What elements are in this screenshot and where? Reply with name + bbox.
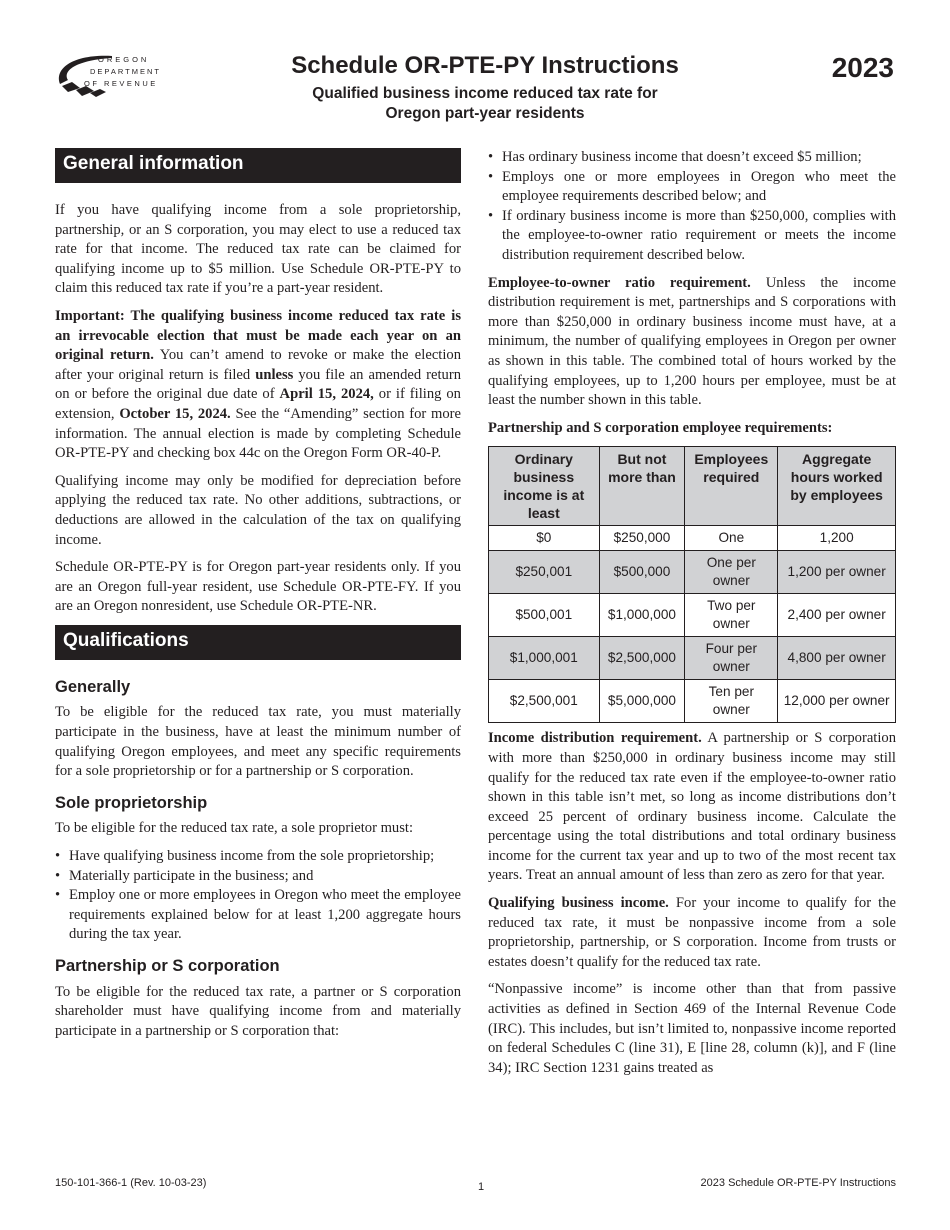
employee-requirements-table xyxy=(488,446,896,723)
table-cell: $2,500,000 xyxy=(599,637,685,680)
section-heading: General information xyxy=(55,148,461,183)
table-cell: 1,200 xyxy=(778,526,896,551)
paragraph xyxy=(488,419,896,439)
table-cell: 1,200 per owner xyxy=(778,551,896,594)
right-column xyxy=(488,148,896,1086)
table-cell: 12,000 per owner xyxy=(778,680,896,723)
text-run: or if filing on extension, xyxy=(55,386,461,422)
paragraph xyxy=(55,201,461,299)
list-item: • Employs one or more employees in Oregon who meet the employee requirements described below; and xyxy=(488,168,896,207)
logo-text-line: DEPARTMENT xyxy=(90,67,161,76)
bold-lead-in: unless xyxy=(255,366,294,383)
table-cell: $250,000 xyxy=(599,526,685,551)
text-run: you file an amended return on or before the original due date of xyxy=(55,366,461,403)
table-cell: $1,000,001 xyxy=(489,637,600,680)
table-cell: $250,001 xyxy=(489,551,600,594)
table-cell: $1,000,000 xyxy=(599,594,685,637)
paragraph xyxy=(55,307,461,464)
table-cell: 4,800 per owner xyxy=(778,637,896,680)
table-cell: $500,000 xyxy=(599,551,685,594)
subsection-heading: Sole proprietorship xyxy=(55,793,208,812)
text-run: A partnership or S corporation with more than $250,000 in ordinary business income may still qualify for the reduced tax rate even if the employee-to-owner ratio shown in this table isn’t met, so long as income distributions don’t exceed 25 percent of ordinary business income. Calculate the percentage using the total distributions and total ordinary business income for the current tax year and up to two of the most recent tax years. Treat an annual amount of less than zero as zero for that year. xyxy=(488,730,896,884)
text-run: Schedule OR-PTE-PY is for Oregon part-year residents only. If you are an Oregon full-year resident, use Schedule OR-PTE-FY. If you are an Oregon nonresident, use Schedule OR-PTE-NR. xyxy=(55,559,461,615)
table-cell: $500,001 xyxy=(489,594,600,637)
text-run: You can’t amend to revoke or make the election after your original return is filed xyxy=(55,347,461,383)
subsection-heading: Generally xyxy=(55,677,131,696)
left-column xyxy=(55,148,461,1049)
column-header: Employees required xyxy=(685,447,778,526)
list-item: • If ordinary business income is more than $250,000, complies with the employee-to-owner ratio requirement or meets the income distribution requirement described below. xyxy=(488,207,896,266)
table-row xyxy=(489,526,896,551)
table-row xyxy=(489,680,896,723)
table-cell: 2,400 per owner xyxy=(778,594,896,637)
text-run: For your income to qualify for the reduced tax rate, it must be nonpassive income from a sole proprietorship, partnership, or S corporation. Income from trusts or estates doesn’t qualify for the reduced tax rate. xyxy=(488,895,896,970)
bold-lead-in: Employee-to-owner ratio requirement. xyxy=(488,274,751,291)
bullet-list xyxy=(488,148,896,266)
form-number: 150-101-366-1 (Rev. 10-03-23) xyxy=(55,1177,207,1189)
paragraph xyxy=(488,729,896,886)
logo-text-line: OF REVENUE xyxy=(84,79,158,88)
table-row xyxy=(489,594,896,637)
table-cell: $0 xyxy=(489,526,600,551)
table-cell: $2,500,001 xyxy=(489,680,600,723)
bold-lead-in: Income distribution requirement. xyxy=(488,730,702,747)
document-subtitle: Qualified business income reduced tax rate for Oregon part-year residents xyxy=(312,85,658,122)
paragraph xyxy=(55,472,461,550)
bold-lead-in: Partnership and S corporation employee requirements: xyxy=(488,419,833,436)
table-cell: One per owner xyxy=(685,551,778,594)
text-run: To be eligible for the reduced tax rate, you must materially participate in the business, have at least the minimum number of qualifying Oregon employees, and meet any specific requirements for a sole proprietorship or for a partnership or S corporation. xyxy=(55,704,461,780)
text-run: Unless the income distribution requirement is met, partnerships and S corporations with more than $250,000 in ordinary business income must have, at a minimum, the number of qualifying employees in Oregon per owner as shown in this table. The combined total of hours worked by the qualifying employees, up to 1,200 hours per employee, must be at least the number shown in this table. xyxy=(488,274,896,409)
paragraph xyxy=(488,980,896,1078)
text-run: “Nonpassive income” is income other than that from passive activities as defined in Section 469 of the Internal Revenue Code (IRC). This includes, but isn’t limited to, nonpassive income reported on federal Schedules C (line 31), E [line 28, column (k)], and F (line 34); IRC Section 1231 gains treated as xyxy=(488,981,896,1076)
subsection-heading: Partnership or S corporation xyxy=(55,957,280,975)
page-number: 1 xyxy=(478,1181,485,1193)
column-header: But not more than xyxy=(599,447,685,526)
paragraph xyxy=(55,983,461,1042)
text-run: To be eligible for the reduced tax rate, a sole proprietor must: xyxy=(55,820,414,837)
list-item: • Has ordinary business income that doesn’t exceed $5 million; xyxy=(488,148,896,168)
logo-text-line: OREGON xyxy=(98,55,150,64)
bullet-list xyxy=(55,847,461,945)
table-cell: Ten per owner xyxy=(685,680,778,723)
table-row xyxy=(489,637,896,680)
bold-lead-in: Important: The qualifying business income reduced tax rate is an irrevocable election that must be made each year on an original return. xyxy=(55,307,461,364)
table-row xyxy=(489,551,896,594)
column-header: Aggregate hours worked by employees xyxy=(778,447,896,526)
table-header-row xyxy=(489,447,896,526)
table-cell: $5,000,000 xyxy=(599,680,685,723)
paragraph xyxy=(55,558,461,617)
list-item: • Have qualifying business income from the sole proprietorship; xyxy=(55,847,461,867)
text-run: Qualifying income may only be modified for depreciation before applying the reduced tax rate. No other additions, subtractions, or deductions are allowed in the calculation of the tax on qualifying income. xyxy=(55,472,461,548)
list-item: • Employ one or more employees in Oregon who meet the employee requirements explained below for at least 1,200 aggregate hours during the tax year. xyxy=(55,886,461,945)
paragraph xyxy=(55,819,461,839)
document-title: Schedule OR-PTE-PY Instructions xyxy=(291,52,679,79)
text-run: To be eligible for the reduced tax rate, a partner or S corporation shareholder must have qualifying income from and materially participate in a partnership or S corporation that: xyxy=(55,983,461,1039)
paragraph xyxy=(488,274,896,411)
section-heading: Qualifications xyxy=(55,625,461,660)
column-header: Ordinary business income is at least xyxy=(489,447,600,526)
table-cell: Two per owner xyxy=(685,594,778,637)
paragraph xyxy=(488,894,896,972)
table-cell: Four per owner xyxy=(685,637,778,680)
bold-lead-in: April 15, 2024, xyxy=(279,386,374,403)
tax-year: 2023 xyxy=(831,52,894,83)
footer-title: 2023 Schedule OR-PTE-PY Instructions xyxy=(700,1177,896,1189)
table-cell: One xyxy=(685,526,778,551)
bold-lead-in: October 15, 2024. xyxy=(119,405,231,422)
paragraph xyxy=(55,703,461,781)
text-run: See the “Amending” section for more information. The annual election is made by completing Schedule OR-PTE-PY and checking box 44c on the Oregon Form OR-40-P. xyxy=(55,405,461,462)
list-item: • Materially participate in the business; and xyxy=(55,867,461,887)
text-run: If you have qualifying income from a sole proprietorship, partnership, or an S corporation, you may elect to use a reduced tax rate for that income. The reduced tax rate can be claimed for qualifying income up to $5 million. Use Schedule OR-PTE-PY to claim this reduced tax rate if you’re a part-year resident. xyxy=(55,202,461,297)
bold-lead-in: Qualifying business income. xyxy=(488,895,669,912)
oregon-dor-logo xyxy=(54,50,194,100)
